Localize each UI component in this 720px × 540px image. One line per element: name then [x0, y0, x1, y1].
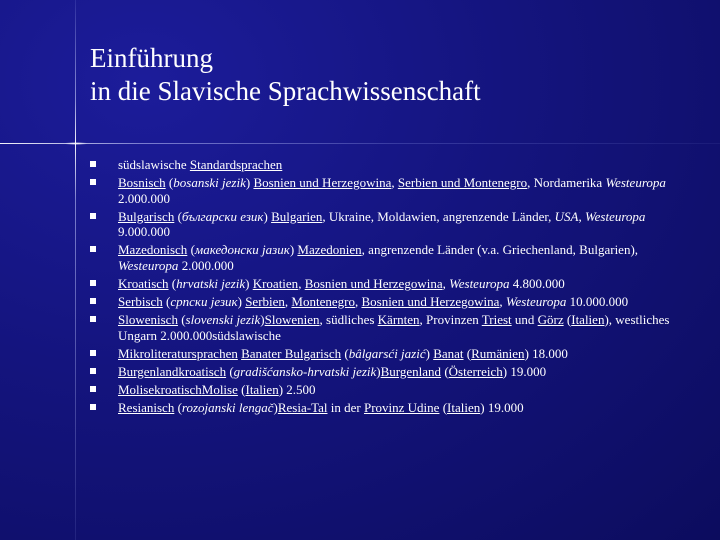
- bullet-item: [90, 157, 690, 173]
- native-name-text: српски језик: [170, 294, 238, 310]
- link-text[interactable]: Bosnien und Herzegowina: [253, 175, 392, 190]
- link-text[interactable]: Italien: [571, 312, 605, 328]
- bullet-item: [90, 400, 690, 416]
- link-text[interactable]: Kroatien: [252, 276, 299, 292]
- link-text[interactable]: Italien: [447, 399, 481, 415]
- bullet-list: [90, 157, 690, 418]
- bullet-item: [90, 209, 690, 240]
- link-text[interactable]: Serbien: [245, 294, 285, 310]
- item-text: (: [237, 381, 246, 397]
- item-text: ): [273, 399, 278, 415]
- link-text[interactable]: Banat: [433, 345, 464, 361]
- native-name-text: Westeuropa: [505, 294, 567, 310]
- bullet-item: [90, 276, 690, 292]
- native-name-text: slovenski jezik: [185, 312, 261, 328]
- link-text[interactable]: Serbisch: [118, 294, 163, 310]
- square-bullet-icon: [90, 386, 96, 392]
- item-text: (: [174, 399, 182, 415]
- item-text: ,: [298, 276, 305, 292]
- link-text[interactable]: Bulgarien: [271, 208, 323, 224]
- item-text: 4.800.000: [509, 276, 565, 292]
- item-text: (: [226, 363, 234, 379]
- item-text: (: [187, 242, 195, 258]
- item-text: (: [463, 345, 472, 361]
- link-text[interactable]: Standardsprachen: [189, 157, 283, 172]
- native-name-text: македонски јазик: [194, 242, 290, 258]
- item-text: (: [165, 175, 174, 190]
- link-text[interactable]: Mazedonisch: [118, 242, 188, 258]
- square-bullet-icon: [90, 246, 96, 252]
- native-name-text: Westeuropa: [118, 258, 179, 274]
- native-name-text: bosanski jezik: [173, 175, 246, 190]
- item-text: ) 19.000: [480, 399, 524, 415]
- link-text[interactable]: Bosnisch: [118, 175, 166, 190]
- item-text: ,: [284, 294, 292, 310]
- square-bullet-icon: [90, 179, 96, 185]
- native-name-text: Westeuropa: [605, 175, 666, 190]
- item-text: ): [376, 363, 381, 379]
- link-text[interactable]: Molise: [201, 381, 238, 397]
- item-text: ): [289, 242, 298, 258]
- link-text[interactable]: Resia-Tal: [277, 399, 328, 415]
- link-text[interactable]: Burgenlandkroatisch: [118, 363, 227, 379]
- link-text[interactable]: Görz: [537, 312, 564, 328]
- slide-title-line-2: in die Slavische Sprachwissenschaft: [90, 76, 481, 106]
- item-text: , Provinzen: [419, 312, 482, 328]
- link-text[interactable]: Banater Bulgarisch: [241, 345, 342, 361]
- item-text: , angrenzende Länder (v.a. Griechenland, Bulgarien),: [361, 242, 639, 258]
- item-text: ): [263, 208, 272, 224]
- square-bullet-icon: [90, 298, 96, 304]
- item-text: , Ukraine, Moldawien, angrenzende Länder,: [322, 208, 555, 224]
- item-text: ,: [354, 294, 362, 310]
- link-text[interactable]: Kärnten: [377, 312, 420, 328]
- link-text[interactable]: Italien: [245, 381, 279, 397]
- bullet-item: [90, 364, 690, 380]
- link-text[interactable]: Slowenisch: [118, 312, 178, 328]
- bullet-item: [90, 242, 690, 273]
- link-text[interactable]: Rumänien: [471, 345, 525, 361]
- item-text: ): [245, 276, 253, 292]
- item-text: (: [563, 312, 572, 328]
- item-text: 10.000.000: [566, 294, 629, 310]
- item-text: und: [511, 312, 538, 328]
- link-text[interactable]: Kroatisch: [118, 276, 169, 292]
- bullet-item: [90, 175, 690, 206]
- native-name-text: Westeuropa: [449, 276, 510, 292]
- item-text: in der: [327, 399, 364, 415]
- decorative-sparkle: [64, 142, 88, 145]
- decorative-horizontal-line: [0, 143, 720, 144]
- slide-title: [90, 42, 690, 108]
- link-text[interactable]: Österreich: [448, 363, 503, 379]
- item-text: (: [441, 363, 449, 379]
- link-text[interactable]: Triest: [481, 312, 512, 328]
- item-text: 2.000.000: [118, 190, 170, 206]
- native-name-text: bâlgarsći jazić: [348, 345, 426, 361]
- item-text: ,: [391, 175, 398, 190]
- link-text[interactable]: Bulgarisch: [118, 208, 175, 224]
- item-text: , Nordamerika: [527, 175, 606, 190]
- slide-title-line-1: Einführung: [90, 43, 213, 73]
- link-text[interactable]: Mazedonien: [297, 242, 362, 258]
- link-text[interactable]: Slowenien: [264, 312, 320, 328]
- item-text: ): [425, 345, 434, 361]
- item-text: ): [260, 312, 265, 328]
- item-text: (: [168, 276, 177, 292]
- item-text: (: [177, 312, 186, 328]
- item-text: ), westliches Ungarn 2.000.000südslawische: [118, 312, 670, 343]
- item-text: (: [174, 208, 182, 224]
- square-bullet-icon: [90, 368, 96, 374]
- native-name-text: български език: [181, 208, 264, 224]
- native-name-text: rozojanski lengač: [181, 399, 274, 415]
- item-text: ): [237, 294, 246, 310]
- square-bullet-icon: [90, 404, 96, 410]
- link-text[interactable]: Molisekroatisch: [118, 381, 202, 397]
- item-text: (: [162, 294, 171, 310]
- bullet-item: [90, 346, 690, 362]
- item-text: südslawische: [118, 157, 190, 172]
- square-bullet-icon: [90, 316, 96, 322]
- square-bullet-icon: [90, 280, 96, 286]
- bullet-item: [90, 312, 690, 343]
- link-text[interactable]: Montenegro: [291, 294, 355, 310]
- item-text: (: [341, 345, 349, 361]
- decorative-vertical-line: [75, 0, 76, 540]
- bullet-item: [90, 382, 690, 398]
- native-name-text: gradišćansko-hrvatski jezik: [233, 363, 377, 379]
- native-name-text: USA: [554, 208, 579, 224]
- link-text[interactable]: Bosnien und Herzegowina: [304, 276, 443, 292]
- link-text[interactable]: Bosnien und Herzegowina: [361, 294, 500, 310]
- item-text: ,: [499, 294, 506, 310]
- link-text[interactable]: Burgenland: [380, 363, 442, 379]
- link-text[interactable]: Provinz Udine: [363, 399, 440, 415]
- item-text: 2.000.000: [178, 258, 234, 274]
- bullet-item: [90, 294, 690, 310]
- item-text: ) 19.000: [502, 363, 547, 379]
- square-bullet-icon: [90, 213, 96, 219]
- item-text: 9.000.000: [118, 224, 170, 240]
- link-text[interactable]: Resianisch: [118, 399, 175, 415]
- link-text[interactable]: Mikroliteratursprachen: [118, 345, 238, 361]
- link-text[interactable]: Serbien und Montenegro: [397, 175, 528, 190]
- native-name-text: hrvatski jezik: [176, 276, 246, 292]
- item-text: ,: [578, 208, 585, 224]
- item-text: ): [245, 175, 254, 190]
- item-text: ) 2.500: [278, 381, 316, 397]
- square-bullet-icon: [90, 161, 96, 167]
- square-bullet-icon: [90, 350, 96, 356]
- item-text: , südliches: [319, 312, 378, 328]
- native-name-text: Westeuropa: [585, 208, 646, 224]
- item-text: ) 18.000: [524, 345, 568, 361]
- item-text: (: [439, 399, 448, 415]
- item-text: ,: [442, 276, 450, 292]
